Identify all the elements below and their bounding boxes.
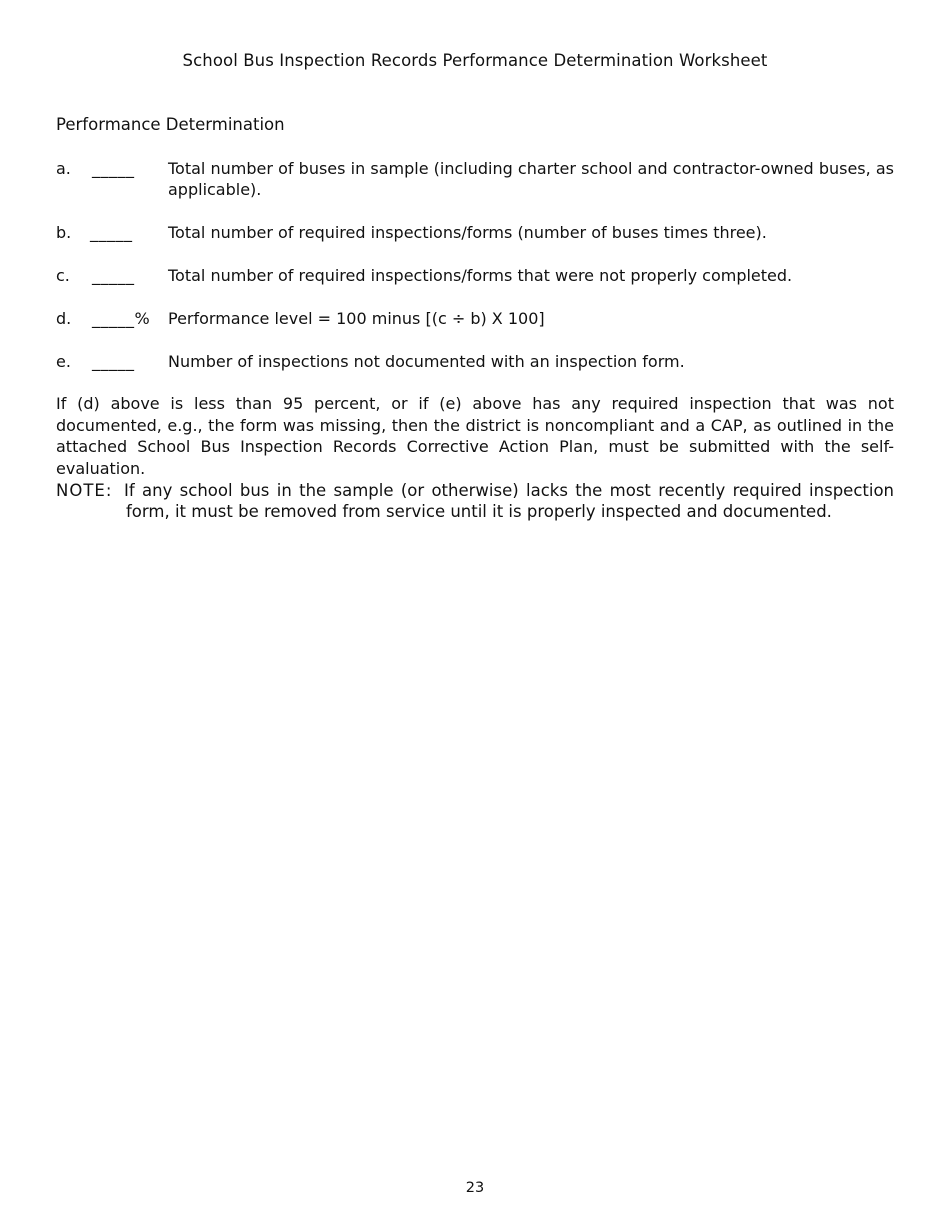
item-letter: d. — [56, 309, 72, 328]
item-description: Total number of buses in sample (including charter school and contractor-owned buses, as applicable). — [168, 159, 894, 199]
worksheet-item-d — [56, 308, 894, 329]
item-blank-field: _____ — [92, 352, 135, 371]
item-description: Total number of required inspections/forms (number of buses times three). — [168, 223, 767, 242]
item-letter: b. — [56, 223, 72, 242]
item-blank-field: _____% — [92, 309, 151, 328]
page-number: 23 — [465, 1180, 485, 1196]
worksheet-item-c — [56, 265, 894, 286]
worksheet-item-e — [56, 351, 894, 372]
section-heading: Performance Determination — [56, 115, 285, 134]
item-letter: a. — [56, 159, 71, 178]
item-blank-field: _____ — [90, 223, 133, 242]
worksheet-item-a — [56, 158, 894, 200]
worksheet-item-b — [56, 222, 894, 243]
item-blank-field: _____ — [92, 159, 135, 178]
noncompliance-paragraph: If (d) above is less than 95 percent, or if (e) above has any required inspection that was not documented, e.g., the form was missing, then the district is noncompliant and a CAP, as outlined in the attached School Bus Inspection Records Corrective Action Plan, must be submitted with the self-evaluation. — [56, 394, 894, 478]
item-description: Total number of required inspections/forms that were not properly completed. — [168, 266, 793, 285]
page-title: School Bus Inspection Records Performance Determination Worksheet — [182, 51, 768, 70]
note-label: NOTE: — [56, 481, 113, 500]
item-letter: e. — [56, 352, 71, 371]
note-block — [56, 480, 894, 522]
item-letter: c. — [56, 266, 70, 285]
item-description: Performance level = 100 minus [(c ÷ b) X 100] — [168, 309, 545, 328]
item-blank-field: _____ — [92, 266, 135, 285]
item-description: Number of inspections not documented with an inspection form. — [168, 352, 685, 371]
note-text: If any school bus in the sample (or otherwise) lacks the most recently required inspection form, it must be removed from service until it is properly inspected and documented. — [124, 481, 894, 521]
